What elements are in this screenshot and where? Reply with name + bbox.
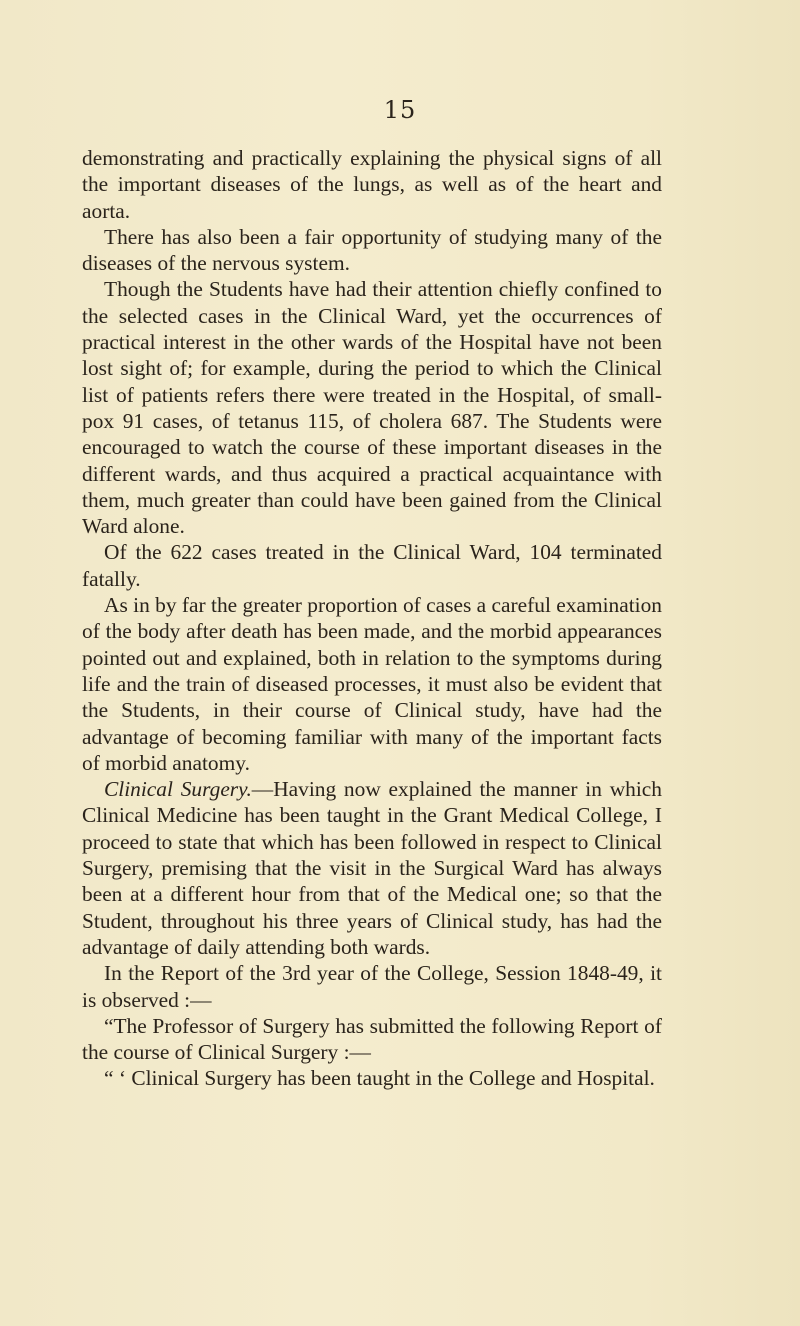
paragraph-5: As in by far the greater proportion of cases a careful examination of the body after death has been made, and the morbid appearances pointed out and explained, both in relation to the symptoms during life and the train of diseased processes, it must also be evident that the Students, in their course of Clinical study, have had the advantage of becoming familiar with many of the important facts of morbid anatomy. bbox=[82, 593, 662, 775]
paragraph-6-text: —Having now explained the manner in which Clinical Medicine has been taught in the Grant Medical College, I proceed to state that which has been followed in respect to Clinical Surgery, premising that the visit in the Surgical Ward has always been at a different hour from that of the Medical one; so that the Student, throughout his three years of Clinical study, has had the advantage of daily attending both wards. bbox=[82, 777, 662, 959]
paragraph-1: demonstrating and practically explaining the physical signs of all the important diseases of the lungs, as well as of the heart and aorta. bbox=[82, 146, 662, 223]
quote-paragraph-1: “The Professor of Surgery has submitted the following Report of the course of Clinical Surgery :— bbox=[82, 1013, 662, 1065]
paragraph-7: In the Report of the 3rd year of the College, Session 1848-49, it is observed :— bbox=[82, 961, 662, 1012]
paragraph-2: There has also been a fair opportunity of studying many of the diseases of the nervous system. bbox=[82, 224, 662, 276]
quote-paragraph-2: “ ‘ Clinical Surgery has been taught in the College and Hospital. bbox=[104, 1066, 655, 1091]
paragraph-4: Of the 622 cases treated in the Clinical Ward, 104 terminated fatally. bbox=[82, 540, 662, 591]
paragraph-3: Though the Students have had their attention chiefly confined to the selected cases in the Clinical Ward, yet the occurrences of practical interest in the other wards of the Hospital have not been lost sight of; for example, during the period to which the Clinical list of patients refers there were treated in the Hospital, of small-pox 91 cases, of tetanus 115, of cholera 687. The Students were encouraged to watch the course of these important diseases in the different wards, and thus acquired a practical acquaintance with them, much greater than could have been gained from the Clinical Ward alone. bbox=[82, 277, 662, 539]
paragraph-6 bbox=[82, 776, 662, 960]
section-heading-clinical-surgery: Clinical Surgery. bbox=[104, 777, 252, 802]
page-number: 15 bbox=[383, 96, 417, 124]
body-text bbox=[82, 145, 662, 1092]
